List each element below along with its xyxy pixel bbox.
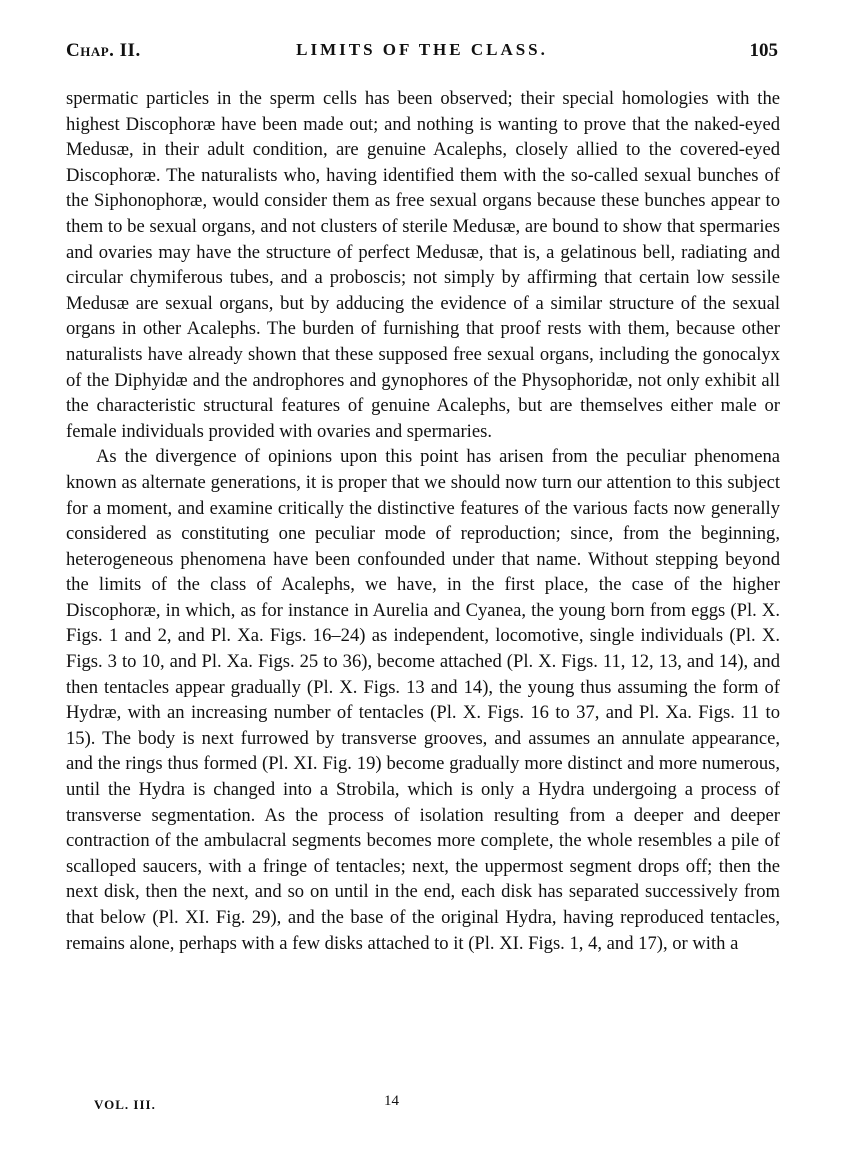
paragraph-alternate-generations: As the divergence of opinions upon this point has arisen from the peculiar phenomena known as alternate generations, it is proper that we should now turn our attention to this subject for a moment, and examine critically the distinctive features of the various facts now generally considered as constituting one peculiar mode of reproduction; since, from the beginning, heterogeneous phenomena have been confounded under that name. Without stepping beyond the limits of the class of Acalephs, we have, in the first place, the case of the higher Discophoræ, in which, as for instance in Aurelia and Cyanea, the young born from eggs (Pl. X. Figs. 1 and 2, and Pl. Xa. Figs. 16–24) as independent, locomotive, single individuals (Pl. X. Figs. 3 to 10, and Pl. Xa. Figs. 25 to 36), become attached (Pl. X. Figs. 11, 12, 13, and 14), and then tentacles appear gradually (Pl. X. Figs. 13 and 14), the young thus assuming the form of Hydræ, with an increasing number of tentacles (Pl. X. Figs. 16 to 37, and Pl. Xa. Figs. 11 to 15). The body is next furrowed by transverse grooves, and assumes an annulate appearance, and the rings thus formed (Pl. XI. Fig. 19) become gradually more distinct and more numerous, until the Hydra is changed into a Strobila, which is only a Hydra undergoing a process of transverse segmentation. As the process of isolation resulting from a deeper and deeper contraction of the ambulacral segments becomes more complete, the whole resembles a pile of scalloped saucers, with a fringe of tentacles; next, the uppermost segment drops off; then the next disk, then the next, and so on until in the end, each disk has separated successively from that below (Pl. XI. Fig. 29), and the base of the original Hydra, having reproduced tentacles, remains alone, perhaps with a few disks attached to it (Pl. XI. Figs. 1, 4, and 17), or with a <box>66 446 780 954</box>
signature-mark: 14 <box>384 1093 399 1109</box>
page-body <box>66 86 780 956</box>
volume-label: VOL. III. <box>94 1097 156 1112</box>
paragraph-continued: spermatic particles in the sperm cells has been observed; their special homologies with the highest Discophoræ have been made out; and nothing is wanting to prove that the naked-eyed Medusæ, in their adult condition, are genuine Acalephs, closely allied to the covered-eyed Discophoræ. The naturalists who, having identified them with the so-called sexual bunches of the Siphonophoræ, would consider them as free sexual organs because these bunches appear to them to be sexual organs, and not clusters of sterile Medusæ, are bound to show that spermaries and ovaries may have the structure of perfect Medusæ, that is, a gelatinous bell, radiating and circular chymiferous tubes, and a proboscis; not simply by affirming that certain low sessile Medusæ are sexual organs, but by adducing the evidence of a similar structure of the sexual organs in other Acalephs. The burden of furnishing that proof rests with them, because other naturalists have already shown that these supposed free sexual organs, including the gonocalyx of the Diphyidæ and the androphores and gynophores of the Physophoridæ, not only exhibit all the characteristic structural features of genuine Acalephs, but are themselves either male or female individuals provided with ovaries and spermaries. <box>66 88 780 442</box>
running-header <box>66 40 778 70</box>
running-title: LIMITS OF THE CLASS. <box>296 40 548 59</box>
page-footer <box>66 1093 778 1117</box>
page-number: 105 <box>749 40 778 61</box>
chapter-label: Chap. II. <box>66 40 141 61</box>
